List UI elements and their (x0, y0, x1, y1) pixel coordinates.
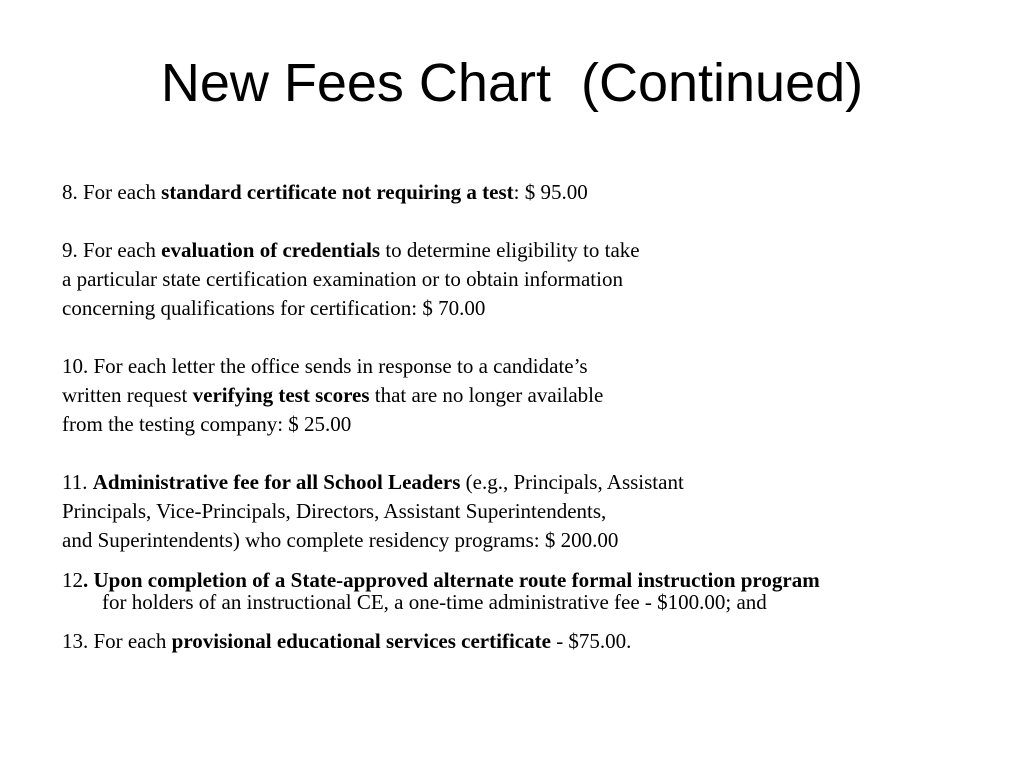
fee-item-11-line3: and Superintendents) who complete residency programs: $ 200.00 (62, 528, 619, 552)
fee-item-13-prefix: 13. For each (62, 629, 172, 653)
fee-item-9 (62, 236, 992, 323)
fee-item-8-suffix: : $ 95.00 (513, 180, 588, 204)
fee-item-10-prefix: written request (62, 383, 193, 407)
fee-item-9-line1 (62, 236, 992, 265)
fee-item-9-line2: a particular state certification examination or to obtain information (62, 267, 623, 291)
fee-item-11-suffix: (e.g., Principals, Assistant (460, 470, 684, 494)
fee-item-8 (62, 178, 992, 207)
fee-item-11-line1 (62, 468, 992, 497)
spacer (62, 323, 992, 352)
fee-list (62, 178, 992, 656)
fee-item-13 (62, 627, 992, 656)
fee-item-10-line2 (62, 381, 992, 410)
fee-item-12-prefix: 12 (62, 568, 83, 592)
fee-item-12-line1 (62, 569, 992, 591)
spacer (62, 613, 992, 627)
fee-item-10-line3: from the testing company: $ 25.00 (62, 412, 352, 436)
spacer (62, 439, 992, 468)
fee-item-9-suffix: to determine eligibility to take (380, 238, 640, 262)
fee-item-12-line2: for holders of an instructional CE, a one-time administrative fee - $100.00; and (102, 590, 767, 614)
fee-item-12 (62, 569, 992, 613)
fee-item-9-line3: concerning qualifications for certification: $ 70.00 (62, 296, 486, 320)
fee-item-12-bold: . Upon completion of a State-approved alternate route formal instruction program (83, 568, 820, 592)
fee-item-10 (62, 352, 992, 439)
fee-item-9-bold: evaluation of credentials (161, 238, 381, 262)
slide-title: New Fees Chart (Continued) (160, 53, 864, 113)
fee-item-11-line2: Principals, Vice-Principals, Directors, Assistant Superintendents, (62, 499, 607, 523)
fee-item-9-prefix: 9. For each (62, 238, 162, 262)
spacer (62, 555, 992, 569)
fee-item-8-prefix: 8. For each (62, 180, 162, 204)
fee-item-11-bold: Administrative fee for all School Leaders (92, 470, 461, 494)
fee-item-13-bold: provisional educational services certificate (171, 629, 551, 653)
fee-item-11 (62, 468, 992, 555)
fee-item-11-prefix: 11. (62, 470, 93, 494)
fee-item-10-suffix: that are no longer available (369, 383, 604, 407)
fee-item-10-line1: 10. For each letter the office sends in response to a candidate’s (62, 354, 588, 378)
fee-item-8-bold: standard certificate not requiring a test (161, 180, 514, 204)
fee-item-10-bold: verifying test scores (192, 383, 370, 407)
spacer (62, 207, 992, 236)
fee-item-13-suffix: - $75.00. (550, 629, 632, 653)
